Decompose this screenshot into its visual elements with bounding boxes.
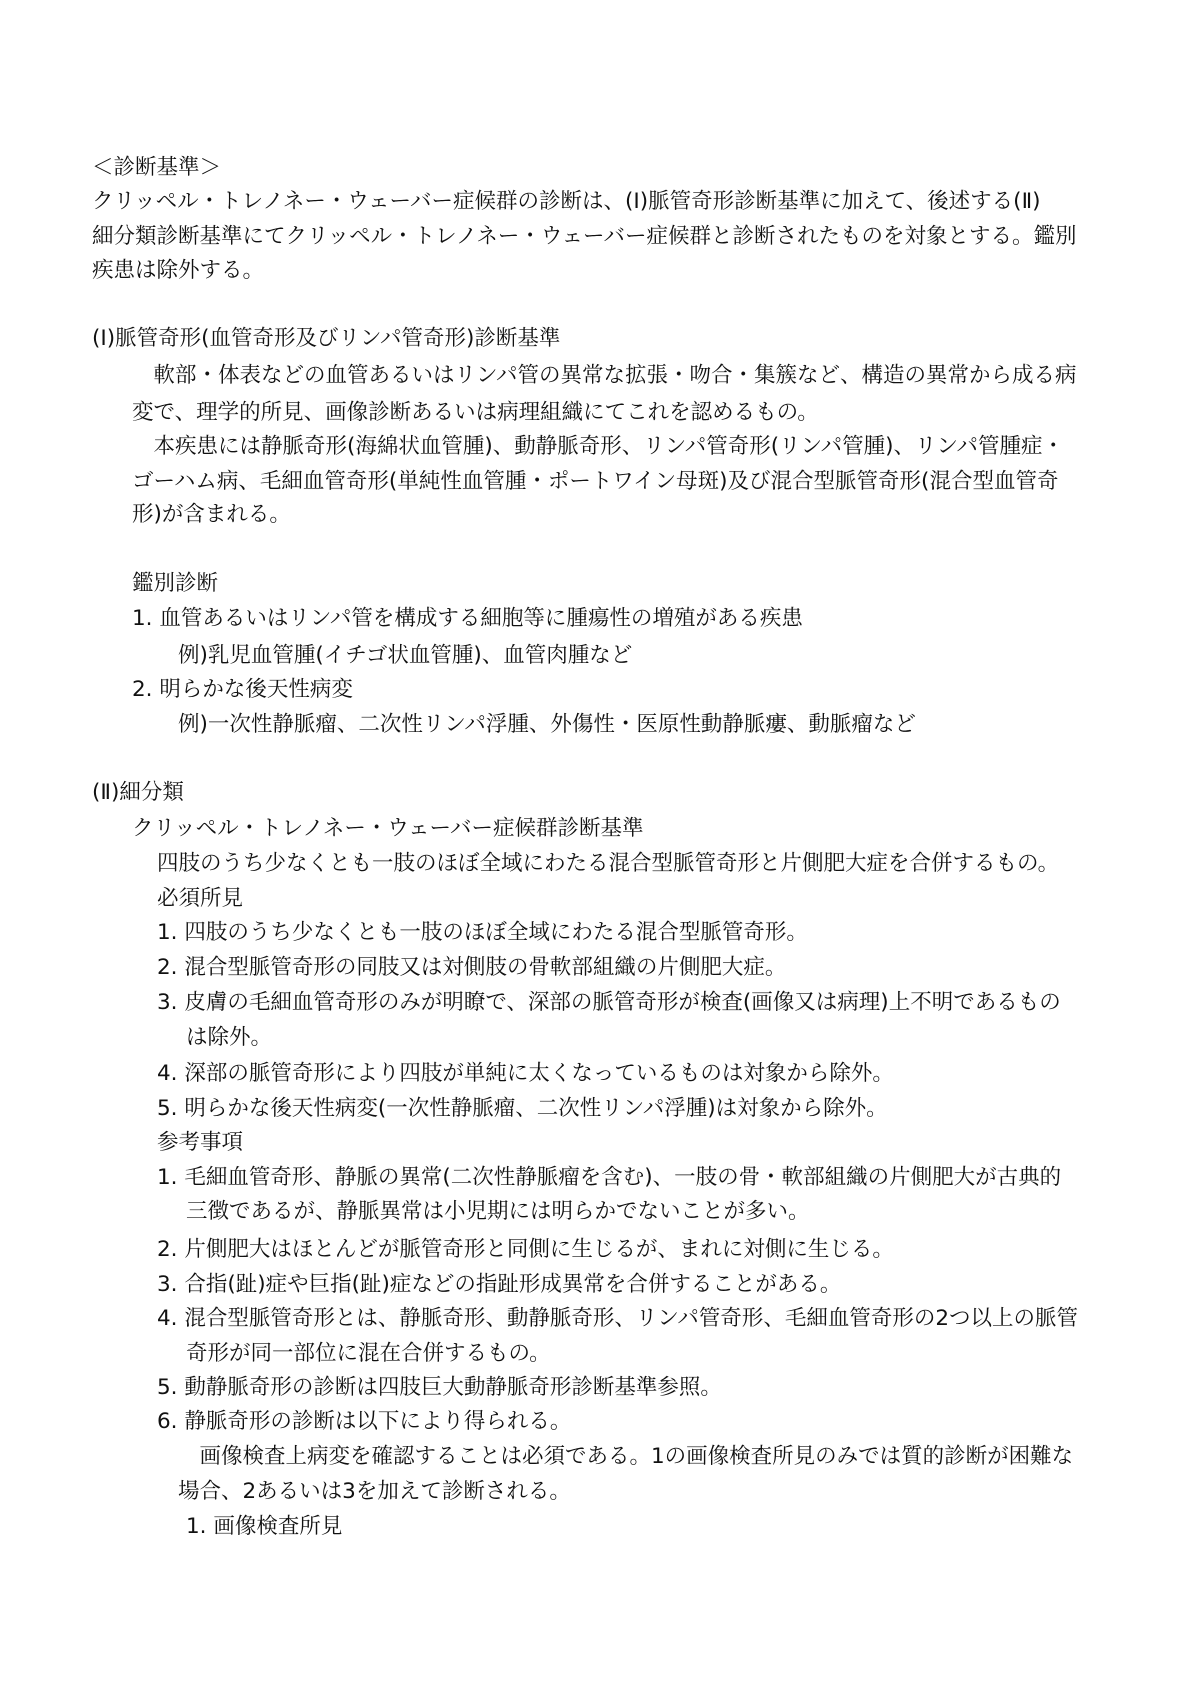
list-item: 1. 四肢のうち少なくとも一肢のほぼ全域にわたる混合型脈管奇形。 — [157, 920, 808, 945]
paragraph-line: 疾患は除外する。 — [92, 258, 265, 283]
list-item-continuation: 三徴であるが、静脈異常は小児期には明らかでないことが多い。 — [186, 1199, 810, 1224]
subheading-ktw-criteria: クリッペル・トレノネー・ウェーバー症候群診断基準 — [132, 816, 644, 841]
list-item: 2. 片側肥大はほとんどが脈管奇形と同側に生じるが、まれに対側に生じる。 — [157, 1237, 894, 1262]
paragraph-line: クリッペル・トレノネー・ウェーバー症候群の診断は、(I)脈管奇形診断基準に加えて、後述する(Ⅱ) — [92, 189, 1041, 214]
paragraph-line: 軟部・体表などの血管あるいはリンパ管の異常な拡張・吻合・集簇など、構造の異常から成る病 — [132, 363, 1077, 388]
paragraph-line: 場合、2あるいは3を加えて診断される。 — [178, 1479, 571, 1504]
paragraph-line: 画像検査上病変を確認することは必須である。1の画像検査所見のみでは質的診断が困難な — [178, 1444, 1074, 1469]
list-item: 3. 皮膚の毛細血管奇形のみが明瞭で、深部の脈管奇形が検査(画像又は病理)上不明であるもの — [157, 990, 1061, 1015]
list-item: 5. 動静脈奇形の診断は四肢巨大動静脈奇形診断基準参照。 — [157, 1375, 722, 1400]
subheading-reference-notes: 参考事項 — [157, 1130, 244, 1155]
section-heading-subclassification: (Ⅱ)細分類 — [92, 780, 184, 805]
list-item: 6. 静脈奇形の診断は以下により得られる。 — [157, 1409, 572, 1434]
paragraph-line: 本疾患には静脈奇形(海綿状血管腫)、動静脈奇形、リンパ管奇形(リンパ管腫)、リンパ管腫症・ — [132, 434, 1065, 459]
list-item: 2. 混合型脈管奇形の同肢又は対側肢の骨軟部組織の片側肥大症。 — [157, 955, 787, 980]
paragraph-line: 四肢のうち少なくとも一肢のほぼ全域にわたる混合型脈管奇形と片側肥大症を合併するもの。 — [157, 851, 1060, 876]
list-item: 5. 明らかな後天性病変(一次性静脈瘤、二次性リンパ浮腫)は対象から除外。 — [157, 1096, 888, 1121]
list-item-example: 例)乳児血管腫(イチゴ状血管腫)、血管肉腫など — [178, 643, 633, 668]
list-item: 1. 画像検査所見 — [186, 1514, 343, 1539]
list-item: 3. 合指(趾)症や巨指(趾)症などの指趾形成異常を合併することがある。 — [157, 1272, 842, 1297]
paragraph-line: 形)が含まれる。 — [132, 502, 291, 527]
list-item-example: 例)一次性静脈瘤、二次性リンパ浮腫、外傷性・医原性動静脈瘻、動脈瘤など — [178, 712, 916, 737]
subheading-required-findings: 必須所見 — [157, 886, 244, 911]
paragraph-line: ゴーハム病、毛細血管奇形(単純性血管腫・ポートワイン母斑)及び混合型脈管奇形(混合型血管奇 — [132, 469, 1059, 494]
list-item: 2. 明らかな後天性病変 — [132, 677, 353, 702]
list-item: 4. 混合型脈管奇形とは、静脈奇形、動静脈奇形、リンパ管奇形、毛細血管奇形の2つ以上の脈管 — [157, 1306, 1079, 1331]
list-item: 1. 毛細血管奇形、静脈の異常(二次性静脈瘤を含む)、一肢の骨・軟部組織の片側肥大が古典的 — [157, 1165, 1062, 1190]
list-item: 4. 深部の脈管奇形により四肢が単純に太くなっているものは対象から除外。 — [157, 1061, 894, 1086]
section-heading-vascular-malformation: (Ⅰ)脈管奇形(血管奇形及びリンパ管奇形)診断基準 — [92, 326, 561, 351]
list-item-continuation: 奇形が同一部位に混在合併するもの。 — [186, 1341, 551, 1366]
list-item: 1. 血管あるいはリンパ管を構成する細胞等に腫瘍性の増殖がある疾患 — [132, 606, 803, 631]
subheading-differential-diagnosis: 鑑別診断 — [132, 571, 219, 596]
list-item-continuation: は除外。 — [186, 1025, 273, 1050]
section-heading-diagnostic-criteria: ＜診断基準＞ — [92, 155, 222, 180]
paragraph-line: 変で、理学的所見、画像診断あるいは病理組織にてこれを認めるもの。 — [132, 400, 819, 425]
paragraph-line: 細分類診断基準にてクリッペル・トレノネー・ウェーバー症候群と診断されたものを対象とする。鑑別 — [92, 224, 1077, 249]
